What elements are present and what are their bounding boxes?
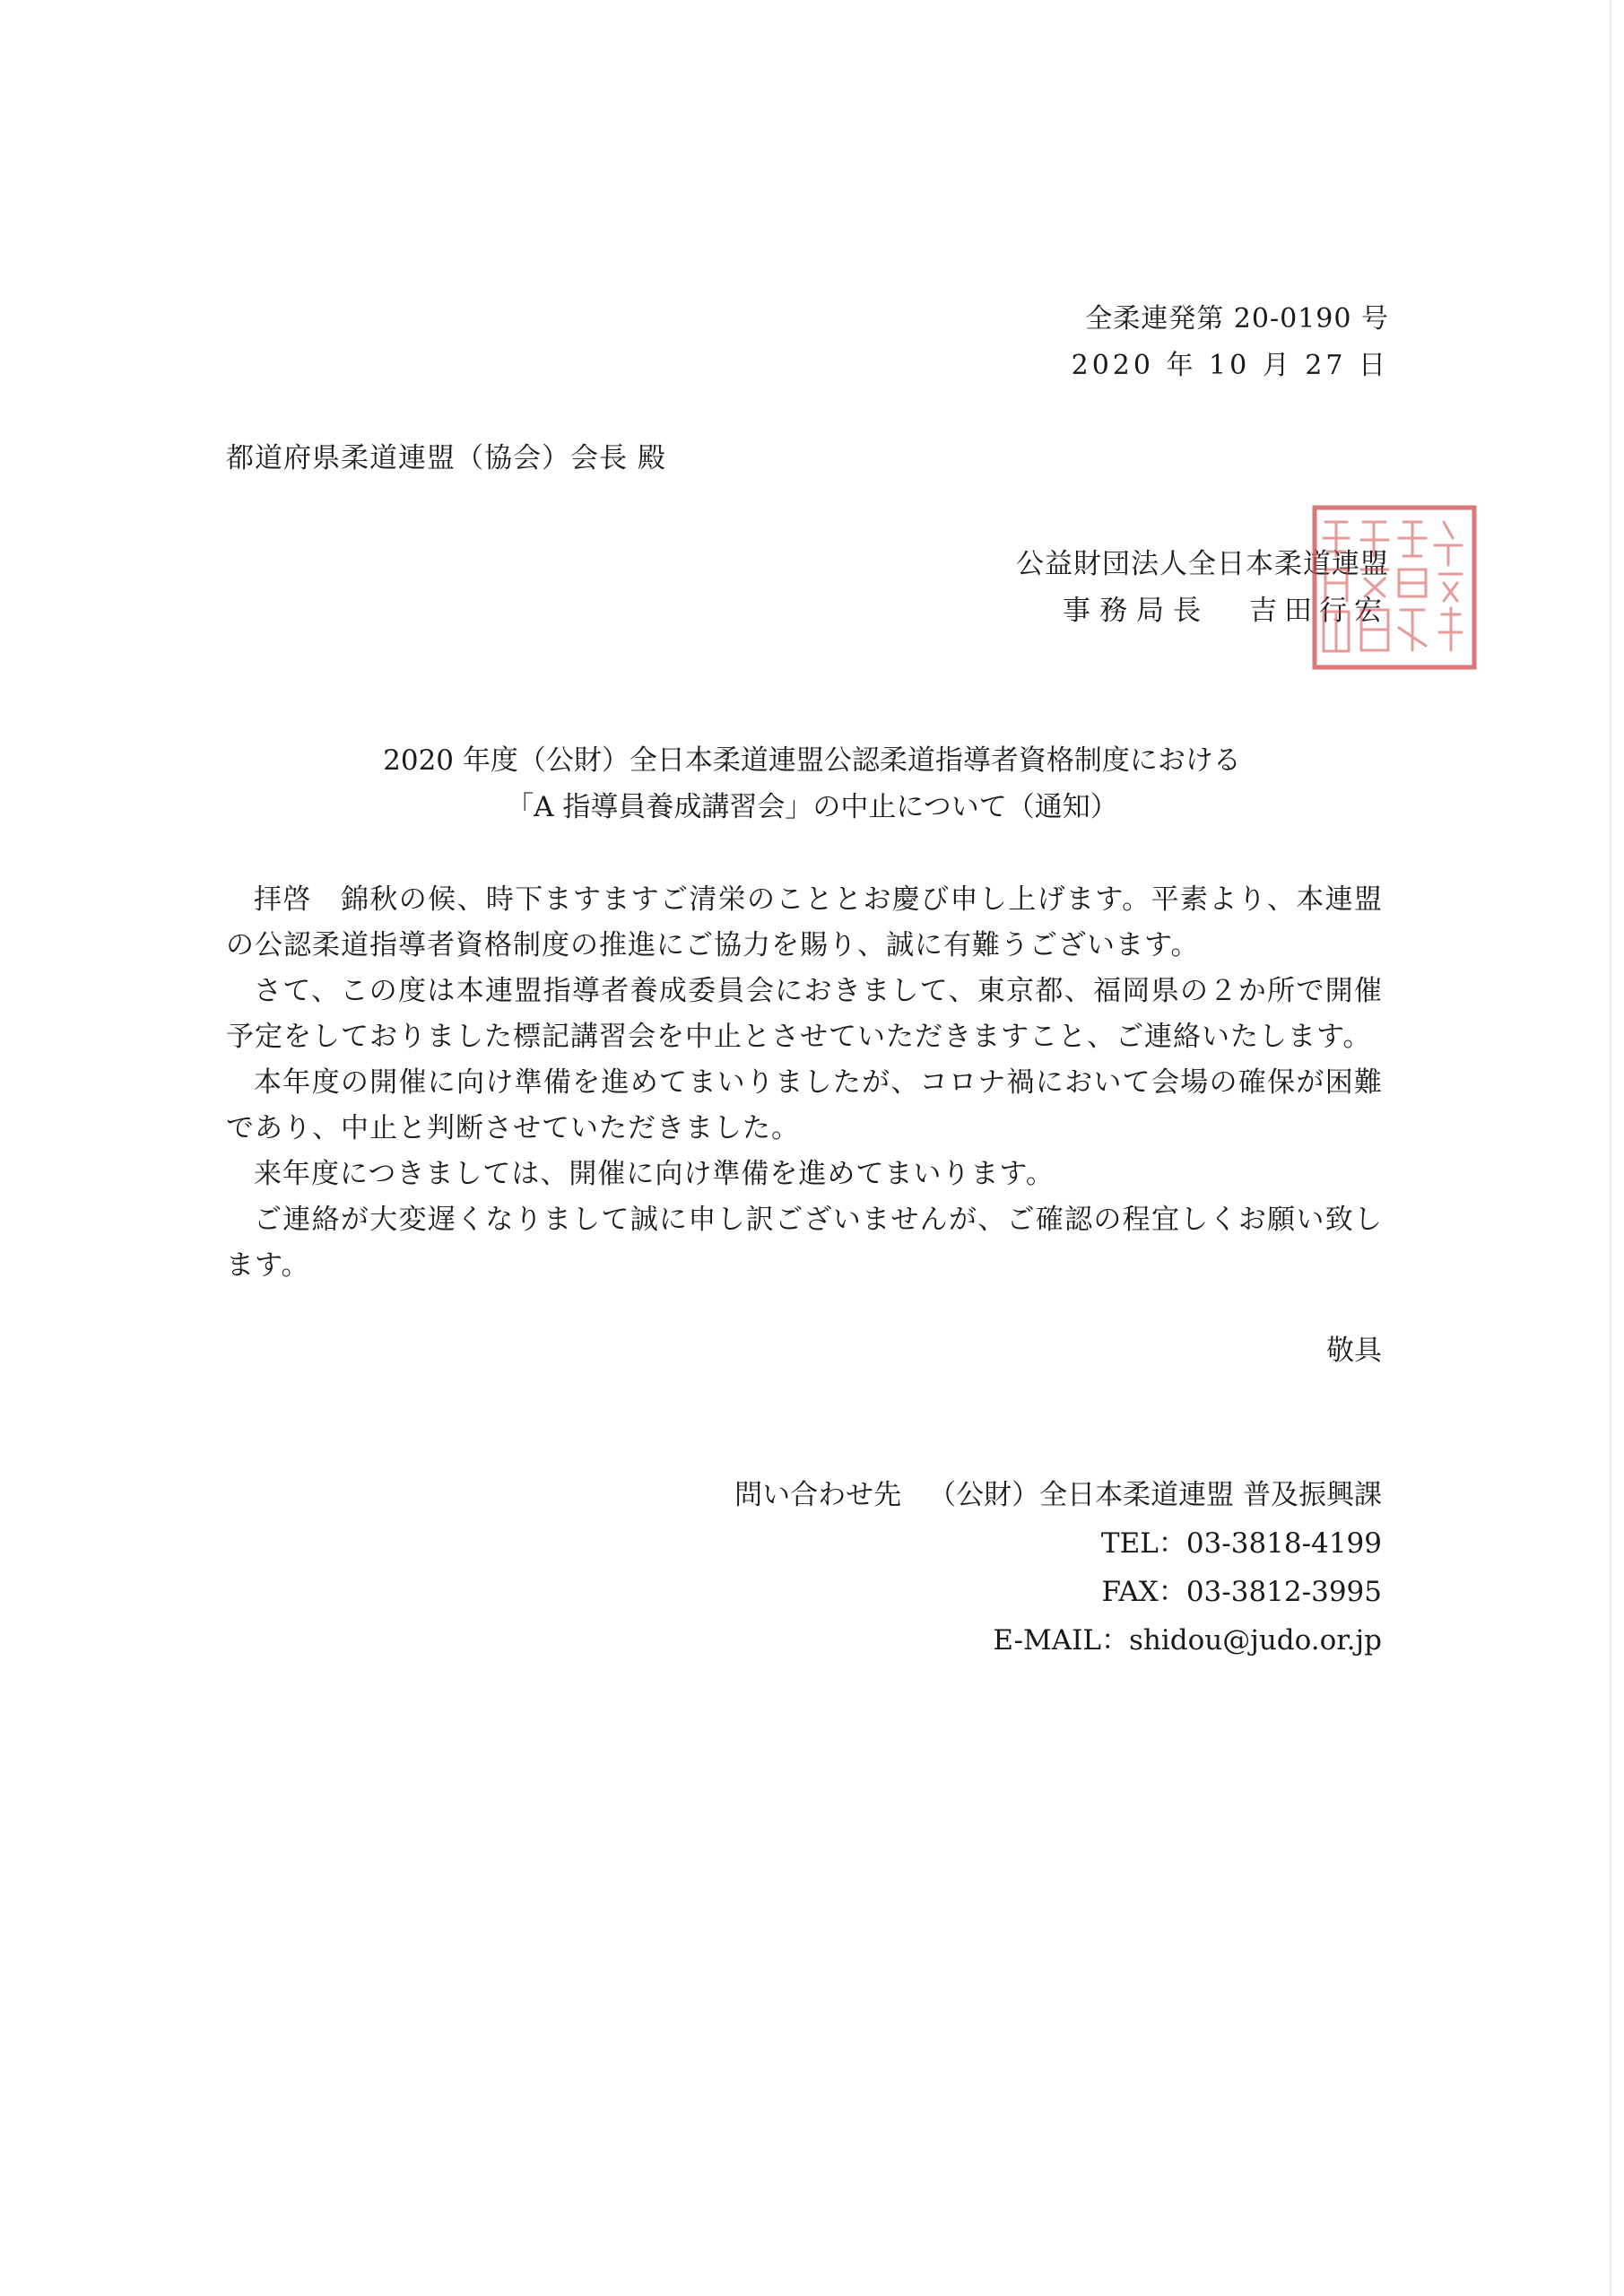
body-paragraph: 来年度につきましては、開催に向け準備を進めてまいります。 [254, 1158, 1055, 1190]
contact-tel: TEL：03-3818-4199 [1100, 1527, 1382, 1560]
contact-email[interactable]: E-MAIL：shidou@judo.or.jp [993, 1624, 1382, 1657]
sender-organization: 公益財団法人全日本柔道連盟 [1016, 548, 1389, 580]
letter-body [226, 877, 1383, 1289]
contact-label: 問い合わせ先 [734, 1479, 902, 1511]
notice-title-line-2: 「A 指導員養成講習会」の中止について（通知） [506, 791, 1118, 823]
document-number: 全柔連発第 20-0190 号 [1085, 303, 1389, 335]
page-edge-line [1610, 0, 1611, 2296]
sender-name: 吉田行宏 [1249, 595, 1389, 627]
closing-salutation: 敬具 [1326, 1335, 1382, 1367]
body-paragraph: ご連絡が大変遅くなりまして誠に申し訳ございませんが、ご確認の程宜しくお願い致します。 [226, 1204, 1383, 1282]
contact-department: （公財）全日本柔道連盟 普及振興課 [928, 1479, 1382, 1511]
sender-title: 事務局長 [1063, 595, 1210, 627]
document-date: 2020 年 10 月 27 日 [1071, 350, 1389, 381]
body-paragraph: さて、この度は本連盟指導者養成委員会におきまして、東京都、福岡県の２か所で開催予定をしておりました標記講習会を中止とさせていただきますこと、ご連絡いたします。 [226, 975, 1383, 1053]
notice-title-line-1: 2020 年度（公財）全日本柔道連盟公認柔道指導者資格制度における [383, 744, 1241, 777]
contact-fax: FAX：03-3812-3995 [1101, 1576, 1382, 1608]
body-paragraph: 本年度の開催に向け準備を進めてまいりましたが、コロナ禍において会場の確保が困難であり、中止と判断させていただきました。 [226, 1066, 1383, 1144]
body-paragraph: 拝啓 錦秋の候、時下ますますご清栄のこととお慶び申し上げます。平素より、本連盟の公認柔道指導者資格制度の推進にご協力を賜り、誠に有難うございます。 [226, 883, 1384, 961]
contact-department-line [734, 1471, 1382, 1519]
recipient: 都道府県柔道連盟（協会）会長 殿 [226, 442, 666, 474]
notice-title [0, 737, 1624, 831]
official-seal-stamp [1309, 502, 1480, 673]
contact-block [734, 1471, 1382, 1665]
